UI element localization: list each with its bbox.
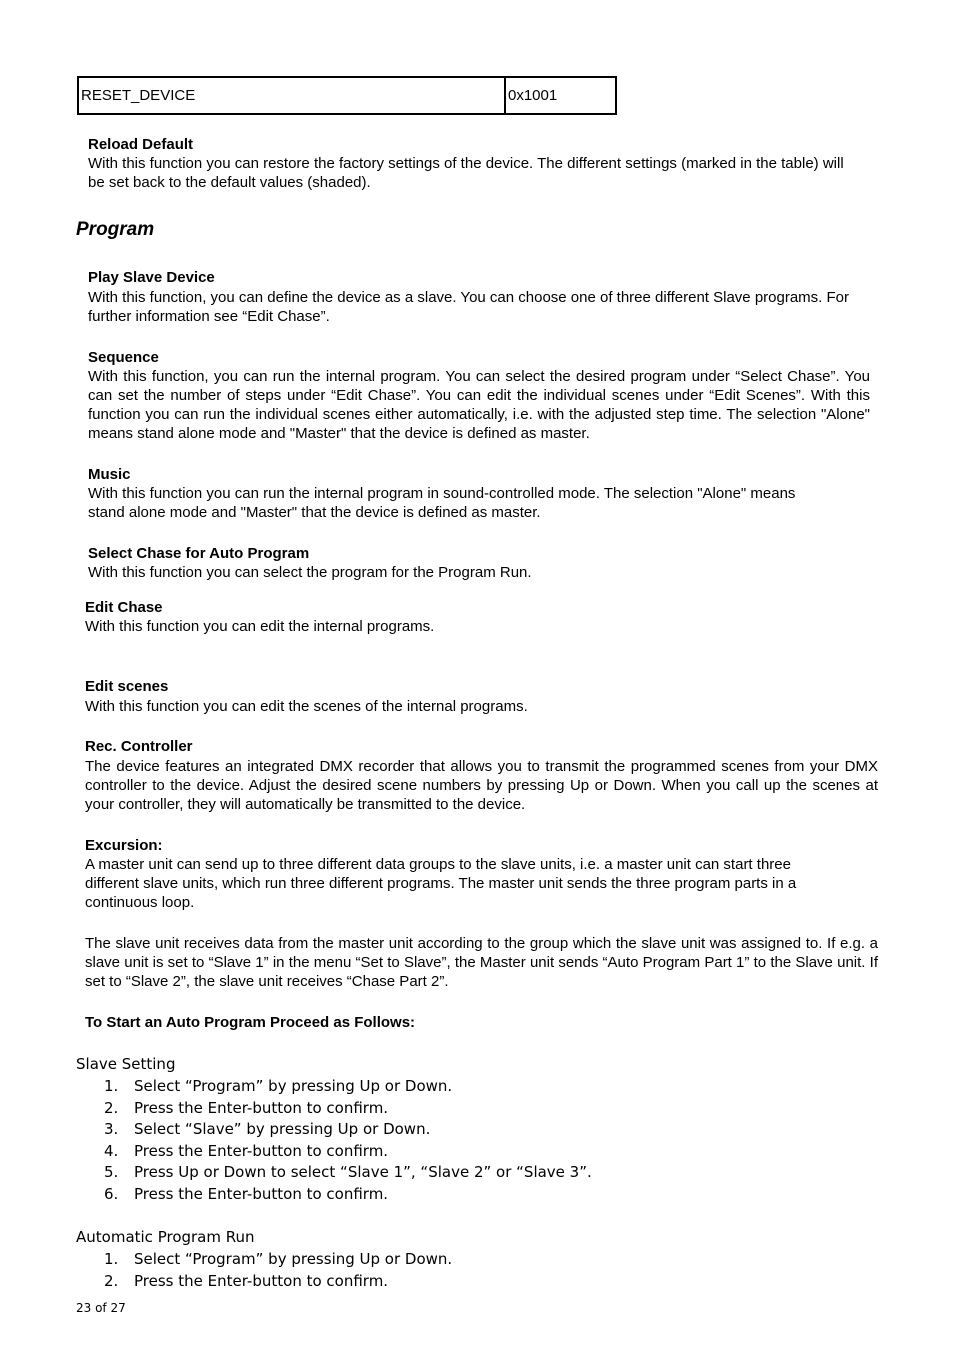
excursion-title: Excursion: <box>85 837 163 854</box>
edit-scenes-title: Edit scenes <box>85 678 169 695</box>
list-item <box>76 1249 876 1271</box>
step-text: Press the Enter-button to confirm. <box>134 1271 389 1290</box>
list-item <box>76 1184 876 1206</box>
play-slave-text: With this function, you can define the device as a slave. You can choose one of three different Slave programs. For further information see “Edit Chase”. <box>88 289 850 325</box>
table-cell-code: 0x1001 <box>505 77 616 114</box>
list-item <box>76 1119 876 1141</box>
step-number: 5. <box>104 1163 119 1182</box>
edit-chase-text: With this function you can edit the internal programs. <box>85 618 435 635</box>
step-text: Press the Enter-button to confirm. <box>134 1098 389 1117</box>
step-number: 4. <box>104 1141 119 1160</box>
step-number: 2. <box>104 1098 119 1117</box>
music-title: Music <box>88 466 131 483</box>
rec-controller-text: The device features an integrated DMX recorder that allows you to transmit the programmed scenes from your DMX controller to the device. Adjust the desired scene numbers by pressing Up or Down. When you call up the scenes at your controller, they will automatically be transmitted to the device. <box>85 758 878 813</box>
reload-default-text: With this function you can restore the factory settings of the device. The different settings (marked in the table) will be set back to the default values (shaded). <box>88 155 844 191</box>
step-number: 6. <box>104 1184 119 1203</box>
reload-default-title: Reload Default <box>88 136 194 153</box>
sequence-title: Sequence <box>88 349 159 366</box>
list-item <box>76 1141 876 1163</box>
sequence-text: With this function, you can run the internal program. You can select the desired program under “Select Chase”. You can set the number of steps under “Edit Chase”. You can edit the individual scenes under “Edit Scenes”. With this function you can run the individual scenes either automatically, i.e. with the adjusted step time. The selection "Alone" means stand alone mode and "Master" that the device is defined as master. <box>88 368 870 442</box>
list-item <box>76 1076 876 1098</box>
step-number: 3. <box>104 1120 119 1139</box>
program-heading: Program <box>76 219 155 240</box>
edit-chase-title: Edit Chase <box>85 599 163 616</box>
rec-controller-title: Rec. Controller <box>85 738 193 755</box>
step-text: Select “Slave” by pressing Up or Down. <box>134 1120 431 1139</box>
list-item <box>76 1162 876 1184</box>
step-text: Select “Program” by pressing Up or Down. <box>134 1077 453 1095</box>
step-text: Press the Enter-button to confirm. <box>134 1141 389 1160</box>
edit-scenes-text: With this function you can edit the scenes of the internal programs. <box>85 698 528 715</box>
step-text: Select “Program” by pressing Up or Down. <box>134 1250 453 1268</box>
slave-setting-title: Slave Setting <box>76 1055 176 1073</box>
list-item <box>76 1271 876 1293</box>
table-row <box>78 77 616 114</box>
step-number: 1. <box>104 1077 119 1095</box>
page-number: 23 of 27 <box>76 1301 126 1315</box>
step-text: Press the Enter-button to confirm. <box>134 1184 389 1203</box>
auto-run-steps <box>76 1249 876 1292</box>
reset-device-table <box>77 76 617 115</box>
table-cell-name: RESET_DEVICE <box>78 77 505 114</box>
select-chase-title: Select Chase for Auto Program <box>88 545 310 562</box>
excursion-text-2: The slave unit receives data from the master unit according to the group which the slave unit was assigned to. If e.g. a slave unit is set to “Slave 1” in the menu “Set to Slave”, the Master unit sends “Auto Program Part 1” to the Slave unit. If set to “Slave 2”, the slave unit receives “Chase Part 2”. <box>85 935 878 990</box>
slave-setting-steps <box>76 1076 876 1206</box>
step-number: 1. <box>104 1250 119 1268</box>
start-auto-program-heading: To Start an Auto Program Proceed as Follows: <box>85 1014 416 1031</box>
music-text: With this function you can run the internal program in sound-controlled mode. The selection "Alone" means stand alone mode and "Master" that the device is defined as master. <box>88 485 796 521</box>
step-number: 2. <box>104 1271 119 1290</box>
play-slave-title: Play Slave Device <box>88 269 215 286</box>
select-chase-text: With this function you can select the program for the Program Run. <box>88 564 532 581</box>
auto-run-title: Automatic Program Run <box>76 1228 255 1246</box>
excursion-text-1: A master unit can send up to three different data groups to the slave units, i.e. a master unit can start three different slave units, which run three different programs. The master unit sends the three program parts in a continuous loop. <box>85 856 797 911</box>
step-text: Press Up or Down to select “Slave 1”, “Slave 2” or “Slave 3”. <box>134 1163 592 1182</box>
list-item <box>76 1098 876 1120</box>
